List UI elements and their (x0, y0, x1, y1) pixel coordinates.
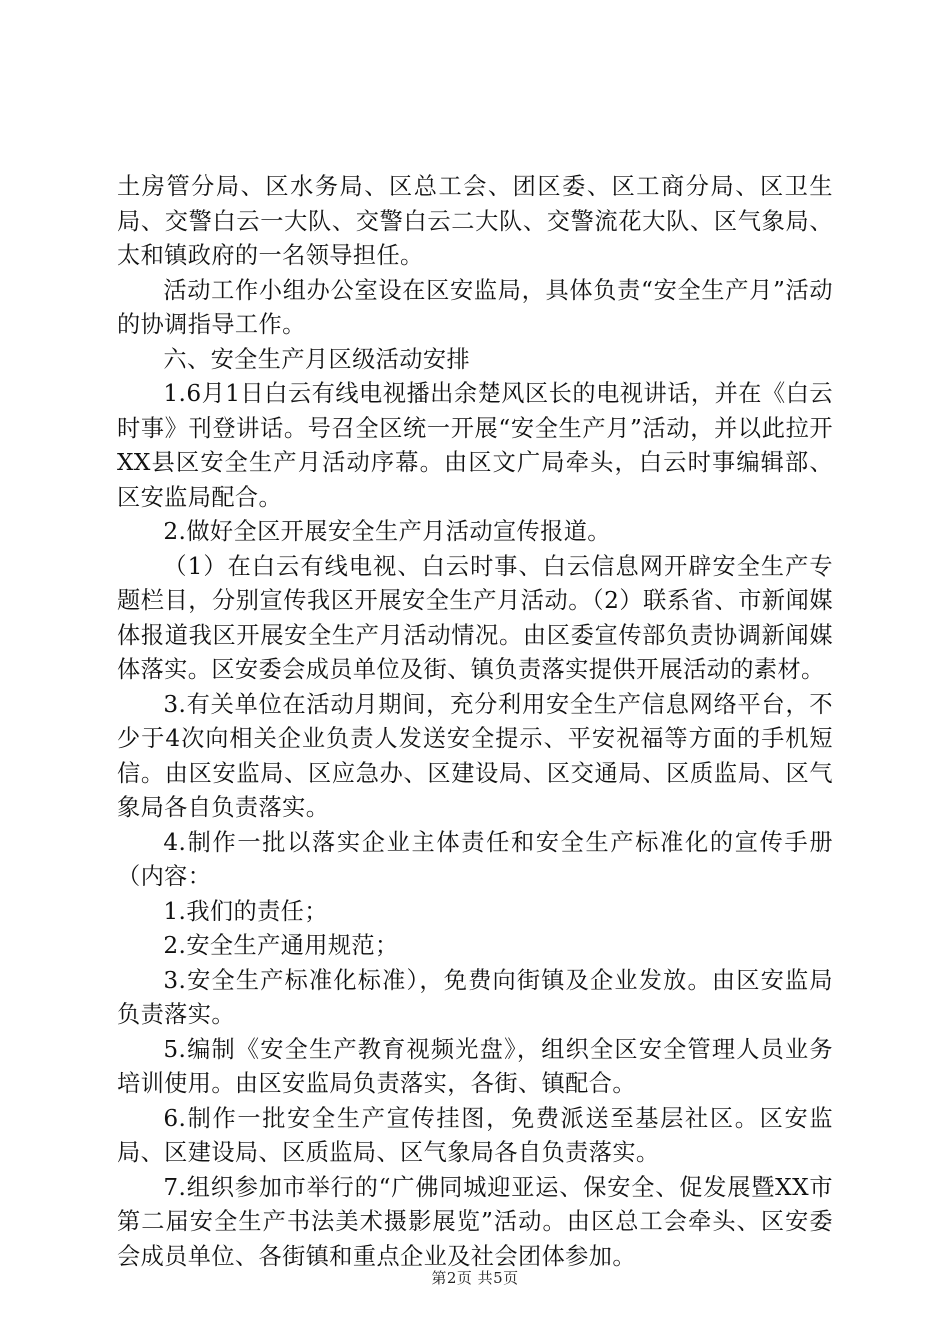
paragraph-office: 活动工作小组办公室设在区安监局，具体负责“安全生产月”活动的协调指导工作。 (117, 276, 833, 338)
paragraph-item-5: 5.编制《安全生产教育视频光盘》，组织全区安全管理人员业务培训使用。由区安监局负责落实，各街、镇配合。 (117, 1035, 833, 1097)
paragraph-item-4: 4.制作一批以落实企业主体责任和安全生产标准化的宣传手册（内容： (117, 828, 833, 890)
section-heading: 六、安全生产月区级活动安排 (163, 345, 471, 373)
paragraph-item-4-sub-1: 1.我们的责任； (163, 897, 328, 925)
document-body (117, 170, 833, 1274)
paragraph-item-7: 7.组织参加市举行的“广佛同城迎亚运、保安全、促发展暨XX市第二届安全生产书法美术摄影展览”活动。由区总工会牵头、区安委会成员单位、各街镇和重点企业及社会团体参加。 (117, 1173, 833, 1270)
paragraph-continuation: 土房管分局、区水务局、区总工会、团区委、区工商分局、区卫生局、交警白云一大队、交警白云二大队、交警流花大队、区气象局、太和镇政府的一名领导担任。 (117, 173, 833, 269)
paragraph-item-1: 1.6月1日白云有线电视播出余楚风区长的电视讲话，并在《白云时事》刊登讲话。号召全区统一开展“安全生产月”活动，并以此拉开XX县区安全生产月活动序幕。由区文广局牵头，白云时事编辑部、区安监局配合。 (117, 380, 833, 511)
paragraph-item-6: 6.制作一批安全生产宣传挂图，免费派送至基层社区。区安监局、区建设局、区质监局、区气象局各自负责落实。 (117, 1104, 833, 1166)
paragraph-item-3: 3.有关单位在活动月期间，充分利用安全生产信息网络平台，不少于4次向相关企业负责人发送安全提示、平安祝福等方面的手机短信。由区安监局、区应急办、区建设局、区交通局、区质监局、区气象局各自负责落实。 (117, 690, 833, 821)
page-number-footer: 第2页 共5页 (431, 1269, 519, 1287)
paragraph-item-4-sub-3: 3.安全生产标准化标准），免费向街镇及企业发放。由区安监局负责落实。 (117, 966, 833, 1028)
paragraph-item-4-sub-2: 2.安全生产通用规范； (163, 932, 399, 959)
paragraph-item-2-detail: （1）在白云有线电视、白云时事、白云信息网开辟安全生产专题栏目，分别宣传我区开展安全生产月活动。（2）联系省、市新闻媒体报道我区开展安全生产月活动情况。由区委宣传部负责协调新闻媒体落实。区安委会成员单位及街、镇负责落实提供开展活动的素材。 (117, 552, 833, 683)
paragraph-item-2: 2.做好全区开展安全生产月活动宣传报道。 (163, 518, 611, 545)
